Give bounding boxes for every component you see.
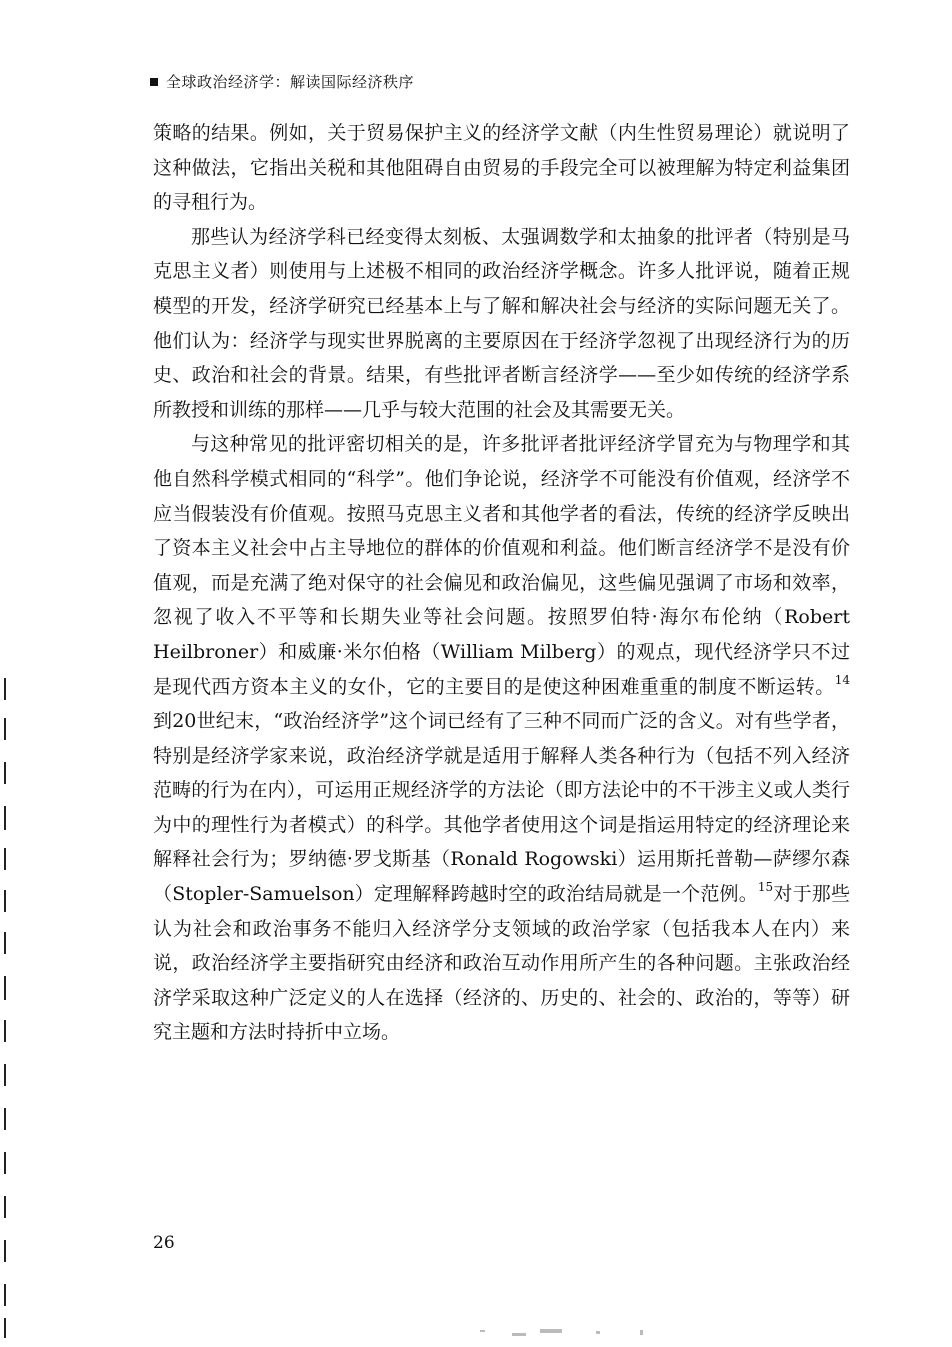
- running-title: 全球政治经济学：解读国际经济秩序: [166, 73, 415, 91]
- scan-edge-mark: [4, 1196, 6, 1218]
- scan-edge-mark: [4, 848, 6, 870]
- page-number: 26: [153, 1233, 175, 1253]
- scan-edge-mark: [4, 762, 6, 784]
- scan-edge-mark: [4, 678, 6, 700]
- footnote-ref-15: 15: [757, 880, 774, 895]
- scan-edge-mark: [4, 932, 6, 954]
- scan-edge-mark: [4, 718, 6, 740]
- scan-edge-mark: [4, 1240, 6, 1262]
- scan-edge-mark: [4, 976, 6, 1000]
- running-header: [150, 72, 414, 92]
- footnote-ref-14: 14: [834, 672, 850, 687]
- scan-speck: [512, 1333, 526, 1336]
- scan-edge-mark: [4, 1108, 6, 1130]
- scan-speck: [640, 1330, 643, 1335]
- scan-speck: [596, 1331, 600, 1334]
- paragraph-3: 与这种常见的批评密切相关的是，许多批评者批评经济学冒充为与物理学和其他自然科学模式相同的“科学”。他们争论说，经济学不可能没有价值观，经济学不应当假装没有价值观。按照马克思主义者和其他学者的看法，传统的经济学反映出了资本主义社会中占主导地位的群体的价值观和利益。他们断言经济学不是没有价值观，而是充满了绝对保守的社会偏见和政治偏见，这些偏见强调了市场和效率，忽视了收入不平等和长期失业等社会问题。按照罗伯特·海尔布伦纳（Robert Heilbroner）和威廉·米尔伯格（William Milberg）的观点，现代经济学只不过是现代西方资本主义的女仆，它的主要目的是使这种困难重重的制度不断运转。$^{14}$到20世纪末，“政治经济学”这个词已经有了三种不同而广泛的含义。对有些学者，特别是经济学家来说，政治经济学就是适用于解释人类各种行为（包括不列入经济范畴的行为在内），可运用正规经济学的方法论（即方法论中的不干涉主义或人类行为中的理性行为者模式）的科学。其他学者使用这个词是指运用特定的经济理论来解释社会行为；罗纳德·罗戈斯基（Ronald Rogowski）运用斯托普勒—萨缪尔森（Stopler-Samuelson）定理解释跨越时空的政治结局就是一个范例。$^{15}$对于那些认为社会和政治事务不能归入经济学分支领域的政治学家（包括我本人在内）来说，政治经济学主要指研究由经济和政治互动作用所产生的各种问题。主张政治经济学采取这种广泛定义的人在选择（经济的、历史的、社会的、政治的，等等）研究主题和方法时持折中立场。: [153, 433, 850, 1044]
- paragraph-1: 策略的结果。例如，关于贸易保护主义的经济学文献（内生性贸易理论）就说明了这种做法，它指出关税和其他阻碍自由贸易的手段完全可以被理解为特定利益集团的寻租行为。: [153, 122, 850, 214]
- scan-edge-mark: [4, 1152, 6, 1174]
- scan-edge-mark: [4, 1020, 6, 1042]
- scan-speck: [540, 1329, 562, 1333]
- scan-edge-mark: [4, 1318, 6, 1338]
- paragraph-2: 那些认为经济学科已经变得太刻板、太强调数学和太抽象的批评者（特别是马克思主义者）则使用与上述极不相同的政治经济学概念。许多人批评说，随着正规模型的开发，经济学研究已经基本上与了解和解决社会与经济的实际问题无关了。他们认为：经济学与现实世界脱离的主要原因在于经济学忽视了出现经济行为的历史、政治和社会的背景。结果，有些批评者断言经济学——至少如传统的经济学系所教授和训练的那样——几乎与较大范围的社会及其需要无关。: [153, 225, 850, 421]
- square-bullet-icon: [150, 78, 158, 86]
- scan-edge-mark: [4, 1064, 6, 1086]
- scan-speck: [480, 1330, 485, 1332]
- scan-edge-mark: [4, 806, 6, 830]
- body-text: [153, 116, 850, 1050]
- scan-edge-mark: [4, 890, 6, 912]
- scan-edge-mark: [4, 1284, 6, 1306]
